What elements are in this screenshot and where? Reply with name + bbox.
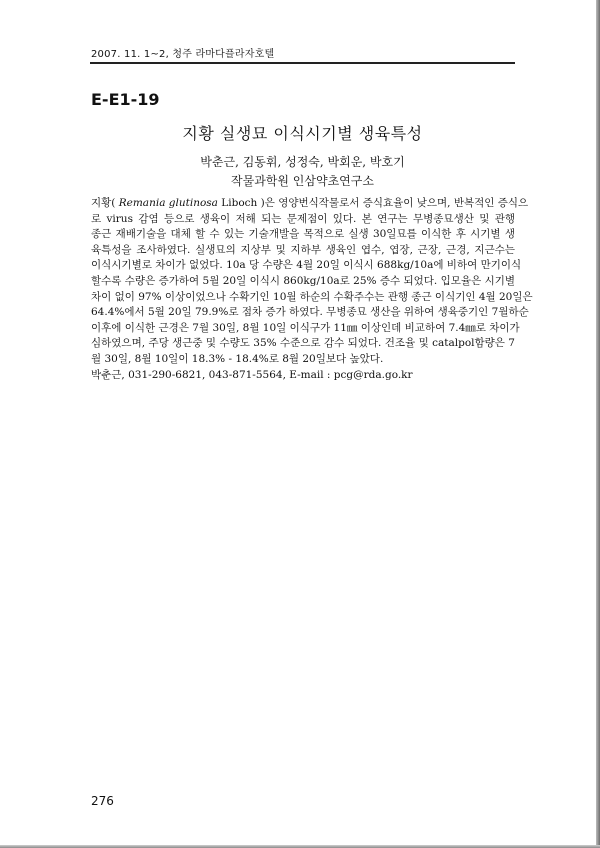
abstract-line: 종근 재배기술을 대체 할 수 있는 기술개발을 목적으로 실생 30일묘를 이식한 후 시기별 생 xyxy=(91,228,515,241)
abstract xyxy=(91,196,533,383)
abstract-line: 로 virus 감염 등으로 생육이 저해 되는 문제점이 있다. 본 연구는 무병종묘생산 및 관행 xyxy=(91,212,515,225)
affiliation: 작물과학원 인삼약초연구소 xyxy=(231,174,374,188)
contact-info: 박춘근, 031-290-6821, 043-871-5564, E-mail : pcg@rda.go.kr xyxy=(91,368,413,381)
abstract-line: 차이 없이 97% 이상이었으나 수확기인 10월 하순의 수확주수는 관행 종근 이식기인 4월 20일은 xyxy=(91,290,533,303)
running-header: 2007. 11. 1~2, 청주 라마다플라자호텔 xyxy=(91,49,275,60)
abstract-line: 월 30일, 8월 10일이 18.3% - 18.4%로 8월 20일보다 높았다. xyxy=(91,352,384,365)
paper-title: 지황 실생묘 이식시기별 생육특성 xyxy=(182,124,423,143)
authors: 박춘근, 김동휘, 성정숙, 박회운, 박호기 xyxy=(200,155,405,169)
page-edge-shadow xyxy=(596,0,600,848)
page-number: 276 xyxy=(91,794,114,808)
abstract-text: 지황( xyxy=(91,197,119,209)
species-name: Remania glutinosa xyxy=(118,197,218,209)
session-code: E-E1-19 xyxy=(91,90,160,109)
abstract-line: 할수록 수량은 증가하여 5월 20일 이식시 860kg/10a로 25% 증수 되었다. 입모율은 시기별 xyxy=(91,274,515,287)
abstract-line: 이후에 이식한 근경은 7월 30일, 8월 10일 이식구가 11㎜ 이상인데 비교하여 7.4㎜로 차이가 xyxy=(91,321,520,334)
abstract-line xyxy=(91,196,529,212)
abstract-line: 이식시기별로 차이가 없었다. 10a 당 수량은 4월 20일 이식시 688kg/10a에 비하여 만기이식 xyxy=(91,259,522,272)
abstract-text: Liboch )은 영양번식작물로서 증식효율이 낮으며, 반복적인 증식으 xyxy=(217,197,529,209)
abstract-line: 심하였으며, 주당 생근중 및 수량도 35% 수준으로 감수 되었다. 건조율 및 catalpol함량은 7 xyxy=(91,337,515,350)
header-rule xyxy=(90,62,515,64)
abstract-line: 육특성을 조사하였다. 실생묘의 지상부 및 지하부 생육인 엽수, 엽장, 근장, 근경, 지근수는 xyxy=(91,243,515,256)
abstract-line: 64.4%에서 5월 20일 79.9%로 점차 증가 하였다. 무병종묘 생산을 위하여 생육중기인 7월하순 xyxy=(91,306,529,319)
